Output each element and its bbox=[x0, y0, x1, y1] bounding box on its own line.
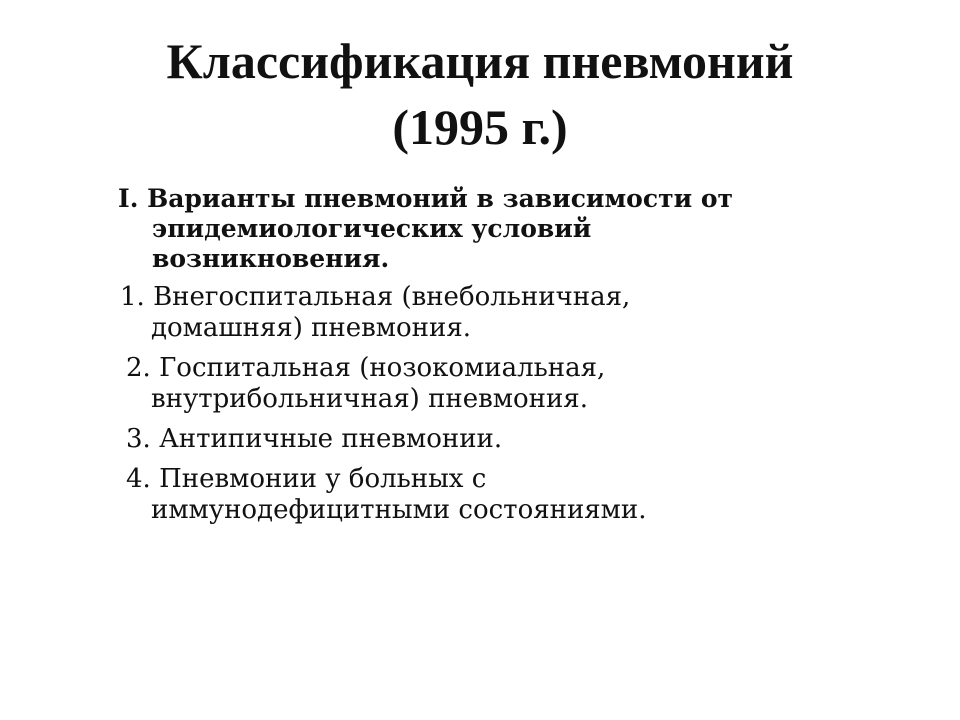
list-item-2-line-1: 2. Госпитальная (нозокомиальная, bbox=[126, 353, 606, 383]
list-item-4 bbox=[118, 464, 878, 526]
section-heading bbox=[118, 184, 878, 274]
list-item-1 bbox=[118, 282, 878, 344]
list-item-4-line-2: иммунодефицитными состояниями. bbox=[151, 495, 647, 525]
list-item-3-line-1: 3. Антипичные пневмонии. bbox=[126, 424, 503, 454]
slide-title bbox=[0, 28, 960, 160]
section-heading-line-3: возникновения. bbox=[152, 244, 390, 273]
list-item-2-line-2: внутрибольничная) пневмония. bbox=[151, 384, 588, 414]
title-line-2: (1995 г.) bbox=[392, 99, 568, 155]
list-item-3 bbox=[118, 424, 878, 455]
slide-body bbox=[118, 184, 878, 535]
section-heading-line-2: эпидемиологических условий bbox=[152, 214, 592, 243]
list-item-4-line-1: 4. Пневмонии у больных с bbox=[126, 464, 487, 494]
section-heading-line-1: I. Варианты пневмоний в зависимости от bbox=[118, 184, 733, 213]
list-item-1-line-1: 1. Внегоспитальная (внебольничная, bbox=[120, 282, 631, 312]
list-item-1-line-2: домашняя) пневмония. bbox=[151, 313, 471, 343]
title-line-1: Классификация пневмоний bbox=[166, 33, 794, 89]
list-item-2 bbox=[118, 353, 878, 415]
